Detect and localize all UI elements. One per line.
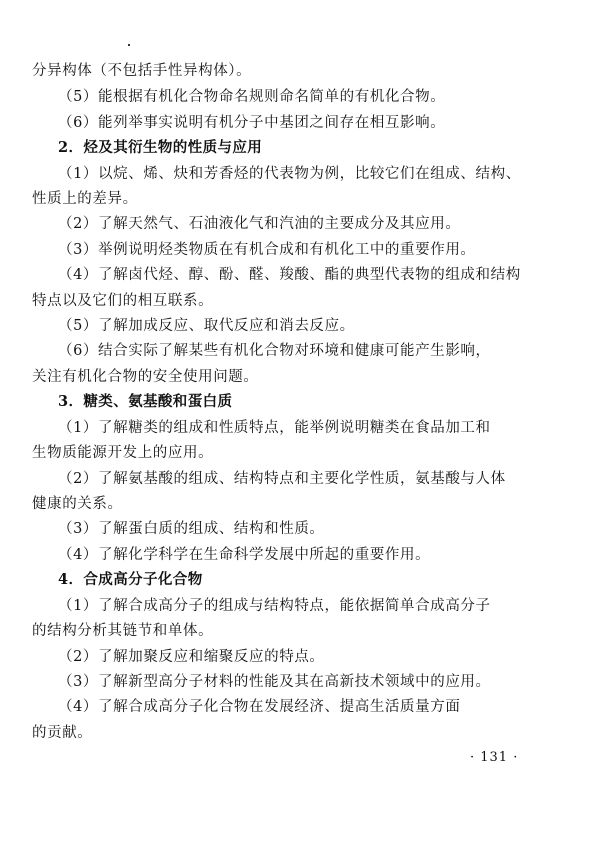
text-line-22: （1）了解合成高分子的组成与结构特点，能依据简单合成高分子 — [58, 598, 491, 614]
text-line-5: （1）以烷、烯、炔和芳香烃的代表物为例，比较它们在组成、结构、 — [58, 166, 521, 182]
text-line-11: （5）了解加成反应、取代反应和消去反应。 — [58, 318, 355, 334]
section-heading-3: 3．糖类、氨基酸和蛋白质 — [58, 393, 233, 410]
text-line-24: （2）了解加聚反应和缩聚反应的特点。 — [58, 649, 325, 665]
section-heading-2: 2．烃及其衍生物的性质与应用 — [58, 139, 263, 156]
text-line-18: 健康的关系。 — [32, 496, 123, 512]
text-line-3: （6）能列举事实说明有机分子中基团之间存在相互影响。 — [58, 115, 446, 131]
text-line-1: 分异构体（不包括手性异构体）。 — [32, 63, 252, 79]
text-line-17: （2）了解氨基酸的组成、结构特点和主要化学性质，氨基酸与人体 — [58, 471, 506, 487]
text-line-8: （3）举例说明烃类物质在有机合成和有机化工中的重要作用。 — [58, 242, 476, 258]
text-line-9: （4）了解卤代烃、醇、酚、醛、羧酸、酯的典型代表物的组成和结构 — [58, 267, 521, 283]
text-line-23: 的结构分析其链节和单体。 — [32, 623, 214, 639]
text-line-20: （4）了解化学科学在生命科学发展中所起的重要作用。 — [58, 547, 431, 563]
text-line-25: （3）了解新型高分子材料的性能及其在高新技术领域中的应用。 — [58, 674, 491, 690]
text-line-2: （5）能根据有机化合物命名规则命名简单的有机化合物。 — [58, 89, 446, 105]
text-line-27: 的贡献。 — [32, 725, 93, 741]
text-line-7: （2）了解天然气、石油液化气和汽油的主要成分及其应用。 — [58, 216, 461, 232]
text-line-16: 生物质能源开发上的应用。 — [32, 445, 214, 461]
page-number: · 131 · — [470, 750, 519, 765]
text-line-6: 性质上的差异。 — [32, 191, 138, 207]
scan-speck — [128, 44, 130, 46]
text-line-19: （3）了解蛋白质的组成、结构和性质。 — [58, 521, 325, 537]
text-line-10: 特点以及它们的相互联系。 — [32, 293, 214, 309]
text-line-13: 关注有机化合物的安全使用问题。 — [32, 369, 259, 385]
text-line-15: （1）了解糖类的组成和性质特点，能举例说明糖类在食品加工和 — [58, 420, 491, 436]
text-line-26: （4）了解合成高分子化合物在发展经济、提高生活质量方面 — [58, 699, 461, 715]
text-line-12: （6）结合实际了解某些有机化合物对环境和健康可能产生影响， — [58, 343, 491, 359]
section-heading-4: 4．合成高分子化合物 — [58, 571, 203, 588]
